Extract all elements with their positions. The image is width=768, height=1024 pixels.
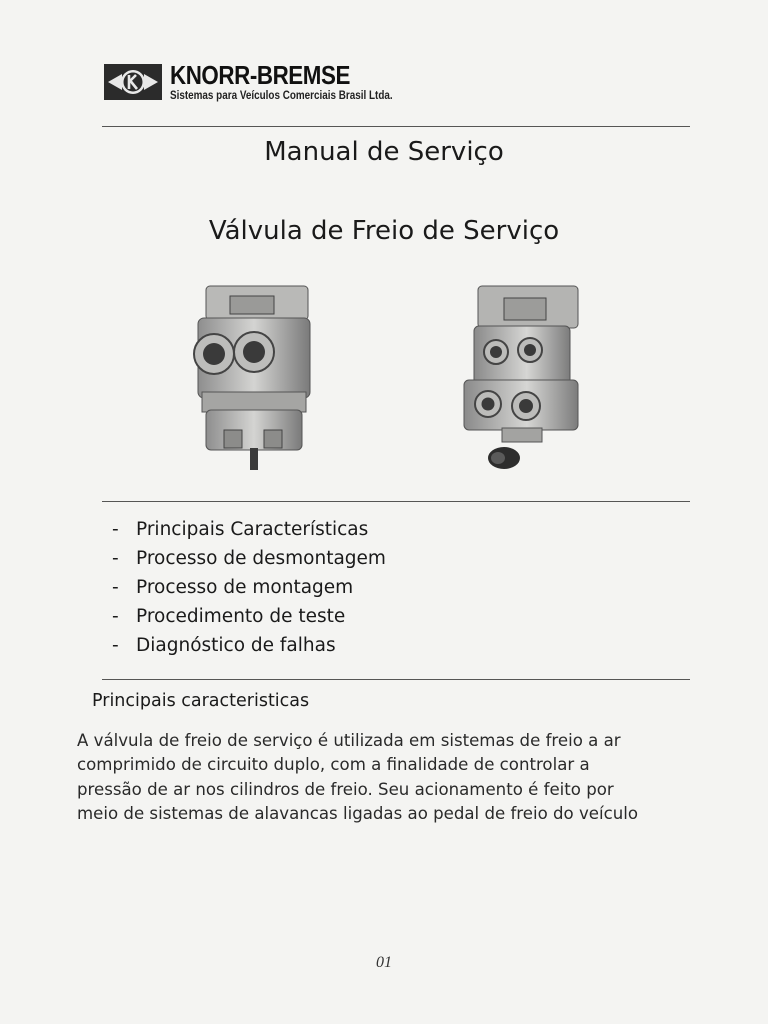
list-item: - Principais Características	[112, 519, 369, 540]
document-title: Manual de Serviço	[264, 137, 504, 167]
topics-list	[112, 515, 386, 660]
brand-subtitle: Sistemas para Veículos Comerciais Brasil Ltda.	[170, 90, 393, 102]
page-number: 01	[376, 954, 392, 971]
document-subtitle: Válvula de Freio de Serviço	[208, 216, 560, 246]
valve-photo-front	[180, 282, 320, 478]
company-logo	[104, 62, 429, 103]
list-item: - Processo de montagem	[112, 577, 354, 598]
list-item: - Processo de desmontagem	[112, 548, 386, 569]
list-item: - Procedimento de teste	[112, 606, 346, 627]
body-paragraph: A válvula de freio de serviço é utilizada em sistemas de freio a ar comprimido de circuito duplo, com a finalidade de controlar a pressão de ar nos cilindros de freio. Seu acionamento é feito por meio de sistemas de alavancas ligadas ao pedal de freio do veículo	[77, 731, 639, 824]
divider-bottom	[102, 679, 690, 680]
divider-middle	[102, 501, 690, 502]
valve-photo-side	[458, 282, 588, 476]
section-heading: Principais caracteristicas	[92, 691, 310, 711]
list-item: - Diagnóstico de falhas	[112, 635, 336, 656]
brand-name: KNORR-BREMSE	[170, 60, 350, 90]
knorr-bremse-k-logo-icon	[104, 64, 162, 100]
divider-top	[102, 126, 690, 127]
